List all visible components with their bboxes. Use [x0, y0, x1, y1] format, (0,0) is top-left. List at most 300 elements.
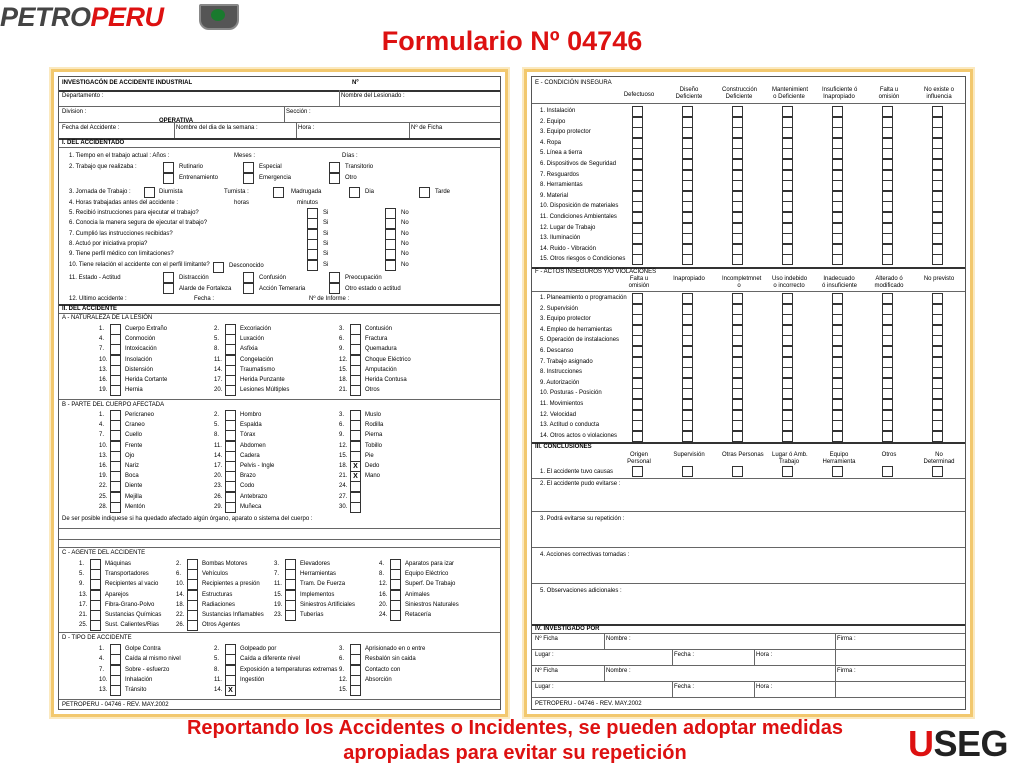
- checkbox-acto[interactable]: [732, 399, 743, 410]
- checkbox-acto[interactable]: [782, 388, 793, 399]
- checkbox-condicion[interactable]: [882, 138, 893, 149]
- item-number: 26.: [176, 622, 185, 629]
- checkbox-acto[interactable]: [782, 314, 793, 325]
- checkbox-condicion[interactable]: [732, 180, 743, 191]
- rule-line: [59, 304, 500, 306]
- checkbox-condicion[interactable]: [632, 254, 643, 265]
- report-number-label: Nº de Informe :: [309, 296, 350, 302]
- checkbox-condicion[interactable]: [782, 191, 793, 202]
- checkbox-conclusion[interactable]: [782, 466, 793, 477]
- checkbox-condicion[interactable]: [882, 159, 893, 170]
- checkbox-condicion[interactable]: [732, 106, 743, 117]
- checkbox-condicion[interactable]: [682, 117, 693, 128]
- item-label: Ingestión: [240, 676, 265, 683]
- checkbox-condicion[interactable]: [782, 138, 793, 149]
- checkbox-condicion[interactable]: [932, 159, 943, 170]
- checkbox[interactable]: [243, 272, 254, 283]
- opt-si: Si: [323, 251, 329, 258]
- item-number: 14.: [214, 452, 223, 459]
- item-number: 3.: [339, 646, 345, 652]
- checkbox-condicion[interactable]: [782, 233, 793, 244]
- item-number: 21.: [339, 473, 348, 480]
- checkbox-acto[interactable]: [832, 399, 843, 410]
- item-label: Tuberías: [300, 612, 324, 618]
- checkbox[interactable]: [243, 162, 254, 173]
- opt-temeraria: Acción Temeraria: [259, 286, 306, 292]
- item-label: Traumatismo: [240, 366, 275, 373]
- item-number: 9.: [339, 432, 345, 439]
- checkbox-acto[interactable]: [832, 346, 843, 357]
- condition-item: 4. Ropa: [540, 139, 562, 146]
- checkbox-conclusion[interactable]: [932, 466, 943, 477]
- checkbox-condicion[interactable]: [832, 223, 843, 234]
- checkbox-acto[interactable]: [732, 304, 743, 315]
- checkbox-acto[interactable]: [832, 325, 843, 336]
- checkbox-condicion[interactable]: [782, 223, 793, 234]
- checkbox-acto[interactable]: [682, 335, 693, 346]
- checkbox-acto[interactable]: [882, 314, 893, 325]
- checkbox-acto[interactable]: [932, 293, 943, 304]
- checkbox-condicion[interactable]: [782, 106, 793, 117]
- checkbox-acto[interactable]: [732, 431, 743, 442]
- organ-affected-label: De ser posible indiquese si ha quedado afectado algún órgano, aparato o sistema del cuerpo :: [62, 516, 313, 522]
- checkbox-condicion[interactable]: [632, 212, 643, 223]
- checkbox-acto[interactable]: [632, 431, 643, 442]
- checkbox-acto[interactable]: [882, 388, 893, 399]
- checkbox-condicion[interactable]: [632, 159, 643, 170]
- checkbox-condicion[interactable]: [832, 148, 843, 159]
- checkbox-condicion[interactable]: [932, 191, 943, 202]
- checkbox[interactable]: [385, 260, 396, 271]
- checkbox-acto[interactable]: [632, 293, 643, 304]
- checkbox-condicion[interactable]: [782, 212, 793, 223]
- checkbox-condicion[interactable]: [732, 254, 743, 265]
- checkbox-condicion[interactable]: [932, 223, 943, 234]
- checkbox-condicion[interactable]: [732, 244, 743, 255]
- item-number: 4.: [379, 561, 385, 567]
- checkbox-condicion[interactable]: [632, 127, 643, 138]
- checkbox-acto[interactable]: [882, 431, 893, 442]
- checkbox-condicion[interactable]: [932, 170, 943, 181]
- checkbox-condicion[interactable]: [832, 170, 843, 181]
- checkbox[interactable]: [243, 173, 254, 184]
- checkbox-acto[interactable]: [632, 420, 643, 431]
- checkbox-acto[interactable]: [732, 293, 743, 304]
- checkbox-acto[interactable]: [632, 304, 643, 315]
- checkbox-condicion[interactable]: [682, 223, 693, 234]
- checkbox-condicion[interactable]: [932, 138, 943, 149]
- checkbox-acto[interactable]: [782, 357, 793, 368]
- item-number: 28.: [99, 503, 108, 510]
- checkbox-condicion[interactable]: [782, 170, 793, 181]
- checkbox-condicion[interactable]: [932, 244, 943, 255]
- item-label: Mentón: [125, 503, 146, 510]
- checkbox-condicion[interactable]: [732, 170, 743, 181]
- checkbox-condicion[interactable]: [782, 244, 793, 255]
- checkbox-condicion[interactable]: [832, 233, 843, 244]
- item-label: Elevadores: [300, 561, 331, 567]
- checkbox-acto[interactable]: [832, 388, 843, 399]
- checkbox-condicion[interactable]: [932, 180, 943, 191]
- checkbox-acto[interactable]: [882, 367, 893, 378]
- checkbox-condicion[interactable]: [682, 148, 693, 159]
- checkbox-acto[interactable]: [782, 346, 793, 357]
- checkbox-condicion[interactable]: [682, 159, 693, 170]
- item-number: 3.: [339, 412, 345, 418]
- checkbox-condicion[interactable]: [732, 233, 743, 244]
- checkbox[interactable]: [307, 260, 318, 271]
- checkbox-acto[interactable]: [682, 410, 693, 421]
- rule-line: [59, 539, 500, 540]
- item-label: Boca: [125, 473, 139, 480]
- checkbox-condicion[interactable]: [882, 212, 893, 223]
- checkbox-condicion[interactable]: [932, 106, 943, 117]
- checkbox-conclusion[interactable]: [882, 466, 893, 477]
- checkbox-acto[interactable]: [732, 346, 743, 357]
- checkbox-condicion[interactable]: [632, 170, 643, 181]
- checkbox-agente[interactable]: [390, 610, 401, 621]
- checkbox-acto[interactable]: [932, 431, 943, 442]
- checkbox-agente[interactable]: [187, 620, 198, 631]
- checkbox-tipo[interactable]: [350, 685, 361, 696]
- checkbox-condicion[interactable]: [782, 127, 793, 138]
- checkbox-condicion[interactable]: [932, 117, 943, 128]
- checkbox-tipo[interactable]: [110, 685, 121, 696]
- opt-emergencia: Emergencia: [259, 175, 292, 181]
- checkbox-acto[interactable]: [782, 325, 793, 336]
- checkbox-condicion[interactable]: [682, 127, 693, 138]
- checkbox[interactable]: [163, 162, 174, 173]
- checkbox[interactable]: [273, 187, 284, 198]
- checkbox-acto[interactable]: [882, 399, 893, 410]
- checkbox-condicion[interactable]: [732, 191, 743, 202]
- checkbox-acto[interactable]: [832, 367, 843, 378]
- checkbox[interactable]: [163, 283, 174, 294]
- checkbox-agente[interactable]: [90, 620, 101, 631]
- item-number: 4.: [99, 336, 105, 343]
- rule-line: [59, 122, 500, 123]
- checkbox-naturaleza[interactable]: [350, 385, 361, 396]
- checkbox-acto[interactable]: [932, 410, 943, 421]
- column-header: Inadecuado ó insuficiente: [822, 276, 858, 289]
- checkbox-acto[interactable]: [882, 335, 893, 346]
- checkbox[interactable]: [213, 262, 224, 273]
- item-number: 18.: [339, 377, 348, 383]
- checkbox[interactable]: [163, 272, 174, 283]
- condition-item: 2. Equipo: [540, 118, 566, 125]
- checkbox-condicion[interactable]: [782, 148, 793, 159]
- column-header: No previsto: [923, 276, 955, 282]
- checkbox-acto[interactable]: [882, 410, 893, 421]
- item-label: Hernia: [125, 387, 143, 394]
- checkbox-acto[interactable]: [732, 367, 743, 378]
- checkbox-acto[interactable]: [882, 293, 893, 304]
- item-number: 20.: [379, 601, 388, 608]
- checkbox-acto[interactable]: [682, 314, 693, 325]
- checkbox-condicion[interactable]: [882, 106, 893, 117]
- checkbox-conclusion[interactable]: [732, 466, 743, 477]
- checkbox-acto[interactable]: [832, 410, 843, 421]
- checkbox-acto[interactable]: [732, 378, 743, 389]
- checkbox-condicion[interactable]: [782, 201, 793, 212]
- checkbox-acto[interactable]: [732, 314, 743, 325]
- checkbox-condicion[interactable]: [632, 201, 643, 212]
- checkbox-acto[interactable]: [732, 335, 743, 346]
- item-number: 15.: [274, 591, 283, 598]
- checkbox-acto[interactable]: [782, 378, 793, 389]
- checkbox-acto[interactable]: [832, 431, 843, 442]
- section-agente: C - AGENTE DEL ACCIDENTE: [62, 550, 146, 556]
- checkbox-condicion[interactable]: [632, 244, 643, 255]
- checkbox-acto[interactable]: [882, 346, 893, 357]
- checkbox-acto[interactable]: [932, 420, 943, 431]
- checkbox[interactable]: [163, 173, 174, 184]
- checkbox-condicion[interactable]: [682, 180, 693, 191]
- checkbox-condicion[interactable]: [882, 148, 893, 159]
- checkbox-cuerpo[interactable]: [350, 502, 361, 513]
- checkbox-acto[interactable]: [732, 410, 743, 421]
- checkbox-naturaleza[interactable]: [110, 385, 121, 396]
- checkbox-acto[interactable]: [832, 335, 843, 346]
- checkbox-acto[interactable]: [932, 314, 943, 325]
- checkbox-acto[interactable]: [732, 420, 743, 431]
- checkbox-acto[interactable]: [882, 420, 893, 431]
- checkbox-acto[interactable]: [682, 325, 693, 336]
- checkbox-acto[interactable]: [632, 378, 643, 389]
- checkbox-acto[interactable]: [732, 357, 743, 368]
- checkbox[interactable]: [349, 187, 360, 198]
- item-label: Brazo: [240, 473, 256, 480]
- checkbox-naturaleza[interactable]: [225, 385, 236, 396]
- checkbox-condicion[interactable]: [832, 117, 843, 128]
- checkbox-condicion[interactable]: [782, 117, 793, 128]
- checkbox[interactable]: [419, 187, 430, 198]
- checkbox-acto[interactable]: [932, 378, 943, 389]
- checkbox-acto[interactable]: [682, 346, 693, 357]
- checkbox-condicion[interactable]: [882, 170, 893, 181]
- checkbox-acto[interactable]: [882, 325, 893, 336]
- checkbox-acto[interactable]: [832, 293, 843, 304]
- checkbox-condicion[interactable]: [632, 138, 643, 149]
- checkbox-acto[interactable]: [732, 325, 743, 336]
- checkbox-condicion[interactable]: [932, 254, 943, 265]
- checkbox-condicion[interactable]: [882, 191, 893, 202]
- checkbox-condicion[interactable]: [832, 254, 843, 265]
- checkbox-condicion[interactable]: [732, 212, 743, 223]
- checkbox-acto[interactable]: [632, 388, 643, 399]
- checkbox-acto[interactable]: [682, 420, 693, 431]
- checkbox-acto[interactable]: [832, 420, 843, 431]
- item-label: Diente: [125, 483, 143, 490]
- checkbox-acto[interactable]: [782, 367, 793, 378]
- checkbox-condicion[interactable]: [682, 212, 693, 223]
- item-number: 5.: [214, 336, 220, 343]
- checkbox-acto[interactable]: [782, 304, 793, 315]
- checkbox-acto[interactable]: [632, 346, 643, 357]
- checkbox-condicion[interactable]: [732, 138, 743, 149]
- checkbox-condicion[interactable]: [632, 106, 643, 117]
- checkbox-condicion[interactable]: [732, 159, 743, 170]
- checkbox-acto[interactable]: [682, 388, 693, 399]
- checkbox-condicion[interactable]: [632, 117, 643, 128]
- checkbox-condicion[interactable]: [682, 233, 693, 244]
- checkbox-acto[interactable]: [882, 304, 893, 315]
- checkbox-condicion[interactable]: [882, 223, 893, 234]
- checkbox-condicion[interactable]: [882, 233, 893, 244]
- checkbox-acto[interactable]: [932, 325, 943, 336]
- checkbox[interactable]: [329, 162, 340, 173]
- checkbox-acto[interactable]: [882, 357, 893, 368]
- checkbox-condicion[interactable]: [682, 201, 693, 212]
- checkbox[interactable]: [329, 272, 340, 283]
- checkbox-acto[interactable]: [632, 367, 643, 378]
- checkbox-condicion[interactable]: [832, 180, 843, 191]
- checkbox-acto[interactable]: [832, 378, 843, 389]
- item-label: Implementos: [300, 591, 335, 598]
- opt-si: Si: [323, 240, 329, 247]
- investigator-name-2: Nombre :: [606, 668, 631, 674]
- checkbox-condicion[interactable]: [682, 170, 693, 181]
- checkbox-condicion[interactable]: [832, 159, 843, 170]
- checkbox-cuerpo[interactable]: X: [350, 471, 361, 482]
- checkbox-cuerpo[interactable]: [225, 502, 236, 513]
- checkbox-acto[interactable]: [782, 431, 793, 442]
- opt-si: Si: [323, 210, 329, 216]
- opt-si: Si: [323, 220, 329, 227]
- checkbox[interactable]: [329, 173, 340, 184]
- checkbox-condicion[interactable]: [632, 233, 643, 244]
- rule-line: [532, 583, 965, 584]
- checkbox-condicion[interactable]: [832, 106, 843, 117]
- checkbox-acto[interactable]: [832, 314, 843, 325]
- checkbox-condicion[interactable]: [832, 244, 843, 255]
- checkbox-cuerpo[interactable]: [110, 502, 121, 513]
- checkbox-acto[interactable]: [682, 399, 693, 410]
- checkbox-condicion[interactable]: [682, 244, 693, 255]
- column-header: Defectuoso: [623, 92, 655, 98]
- checkbox-acto[interactable]: [932, 399, 943, 410]
- checkbox-acto[interactable]: [932, 357, 943, 368]
- checkbox-condicion[interactable]: [782, 180, 793, 191]
- checkbox-condicion[interactable]: [932, 148, 943, 159]
- checkbox-condicion[interactable]: [882, 201, 893, 212]
- checkbox[interactable]: [243, 283, 254, 294]
- checkbox-acto[interactable]: [682, 431, 693, 442]
- checkbox-condicion[interactable]: [732, 223, 743, 234]
- checkbox-condicion[interactable]: [932, 201, 943, 212]
- checkbox-acto[interactable]: [732, 388, 743, 399]
- checkbox-condicion[interactable]: [882, 127, 893, 138]
- checkbox-condicion[interactable]: [832, 191, 843, 202]
- item-label: Fibra-Grano-Polvo: [105, 601, 155, 608]
- checkbox-condicion[interactable]: [832, 212, 843, 223]
- checkbox-acto[interactable]: [932, 335, 943, 346]
- checkbox-condicion[interactable]: [682, 254, 693, 265]
- checkbox-condicion[interactable]: [832, 127, 843, 138]
- checkbox-acto[interactable]: [932, 388, 943, 399]
- checkbox-condicion[interactable]: [682, 106, 693, 117]
- checkbox-acto[interactable]: [682, 304, 693, 315]
- item-number: 7.: [99, 346, 105, 353]
- item-number: 11.: [214, 676, 222, 683]
- checkbox-condicion[interactable]: [832, 201, 843, 212]
- checkbox[interactable]: [329, 283, 340, 294]
- checkbox-condicion[interactable]: [732, 201, 743, 212]
- checkbox-condicion[interactable]: [782, 159, 793, 170]
- item-number: 10.: [99, 676, 108, 683]
- checkbox-acto[interactable]: [932, 304, 943, 315]
- checkbox-acto[interactable]: [632, 410, 643, 421]
- item-label: Recipientes a presión: [202, 581, 260, 588]
- checkbox-acto[interactable]: [832, 357, 843, 368]
- checkbox-condicion[interactable]: [882, 254, 893, 265]
- checkbox-acto[interactable]: [632, 357, 643, 368]
- checkbox-acto[interactable]: [782, 335, 793, 346]
- checkbox-condicion[interactable]: [782, 254, 793, 265]
- column-header: Incompletmnet o: [722, 276, 762, 289]
- checkbox-acto[interactable]: [832, 304, 843, 315]
- checkbox-acto[interactable]: [782, 410, 793, 421]
- checkbox-acto[interactable]: [932, 346, 943, 357]
- checkbox-condicion[interactable]: [682, 138, 693, 149]
- checkbox-acto[interactable]: [632, 325, 643, 336]
- checkbox-acto[interactable]: [782, 420, 793, 431]
- column-header: Uso indebido o incorrecto: [772, 276, 808, 289]
- checkbox-condicion[interactable]: [732, 117, 743, 128]
- checkbox-tipo[interactable]: X: [225, 685, 236, 696]
- item-number: 4.: [99, 422, 105, 429]
- checkbox-condicion[interactable]: [882, 180, 893, 191]
- checkbox-agente[interactable]: [285, 610, 296, 621]
- checkbox-acto[interactable]: [682, 378, 693, 389]
- checkbox-acto[interactable]: [632, 314, 643, 325]
- checkbox-condicion[interactable]: [632, 148, 643, 159]
- item-label: Conmoción: [125, 336, 156, 343]
- checkbox-condicion[interactable]: [882, 117, 893, 128]
- checkbox-acto[interactable]: [632, 399, 643, 410]
- checkbox-conclusion[interactable]: [682, 466, 693, 477]
- checkbox-acto[interactable]: [782, 399, 793, 410]
- checkbox-conclusion[interactable]: [632, 466, 643, 477]
- checkbox-condicion[interactable]: [832, 138, 843, 149]
- checkbox-acto[interactable]: [682, 357, 693, 368]
- checkbox-condicion[interactable]: [732, 127, 743, 138]
- rule-line: [835, 633, 836, 649]
- checkbox-condicion[interactable]: [882, 244, 893, 255]
- checkbox-acto[interactable]: [932, 367, 943, 378]
- column-header: Insuficiente ó Inapropiado: [822, 87, 858, 100]
- checkbox[interactable]: [144, 187, 155, 198]
- checkbox-acto[interactable]: [682, 367, 693, 378]
- checkbox-cuerpo[interactable]: X: [350, 461, 361, 472]
- checkbox-conclusion[interactable]: [832, 466, 843, 477]
- checkbox-condicion[interactable]: [932, 212, 943, 223]
- checkbox-condicion[interactable]: [632, 180, 643, 191]
- checkbox-condicion[interactable]: [932, 127, 943, 138]
- item-number: 20.: [214, 473, 223, 480]
- checkbox-condicion[interactable]: [732, 148, 743, 159]
- file-number-field: Nº de Ficha: [411, 125, 443, 131]
- checkbox-acto[interactable]: [782, 293, 793, 304]
- checkbox-condicion[interactable]: [632, 191, 643, 202]
- item-number: 30.: [339, 503, 348, 510]
- checkbox-condicion[interactable]: [632, 223, 643, 234]
- checkbox-condicion[interactable]: [682, 191, 693, 202]
- checkbox-condicion[interactable]: [932, 233, 943, 244]
- checkbox-acto[interactable]: [632, 335, 643, 346]
- checkbox-acto[interactable]: [682, 293, 693, 304]
- checkbox-acto[interactable]: [882, 378, 893, 389]
